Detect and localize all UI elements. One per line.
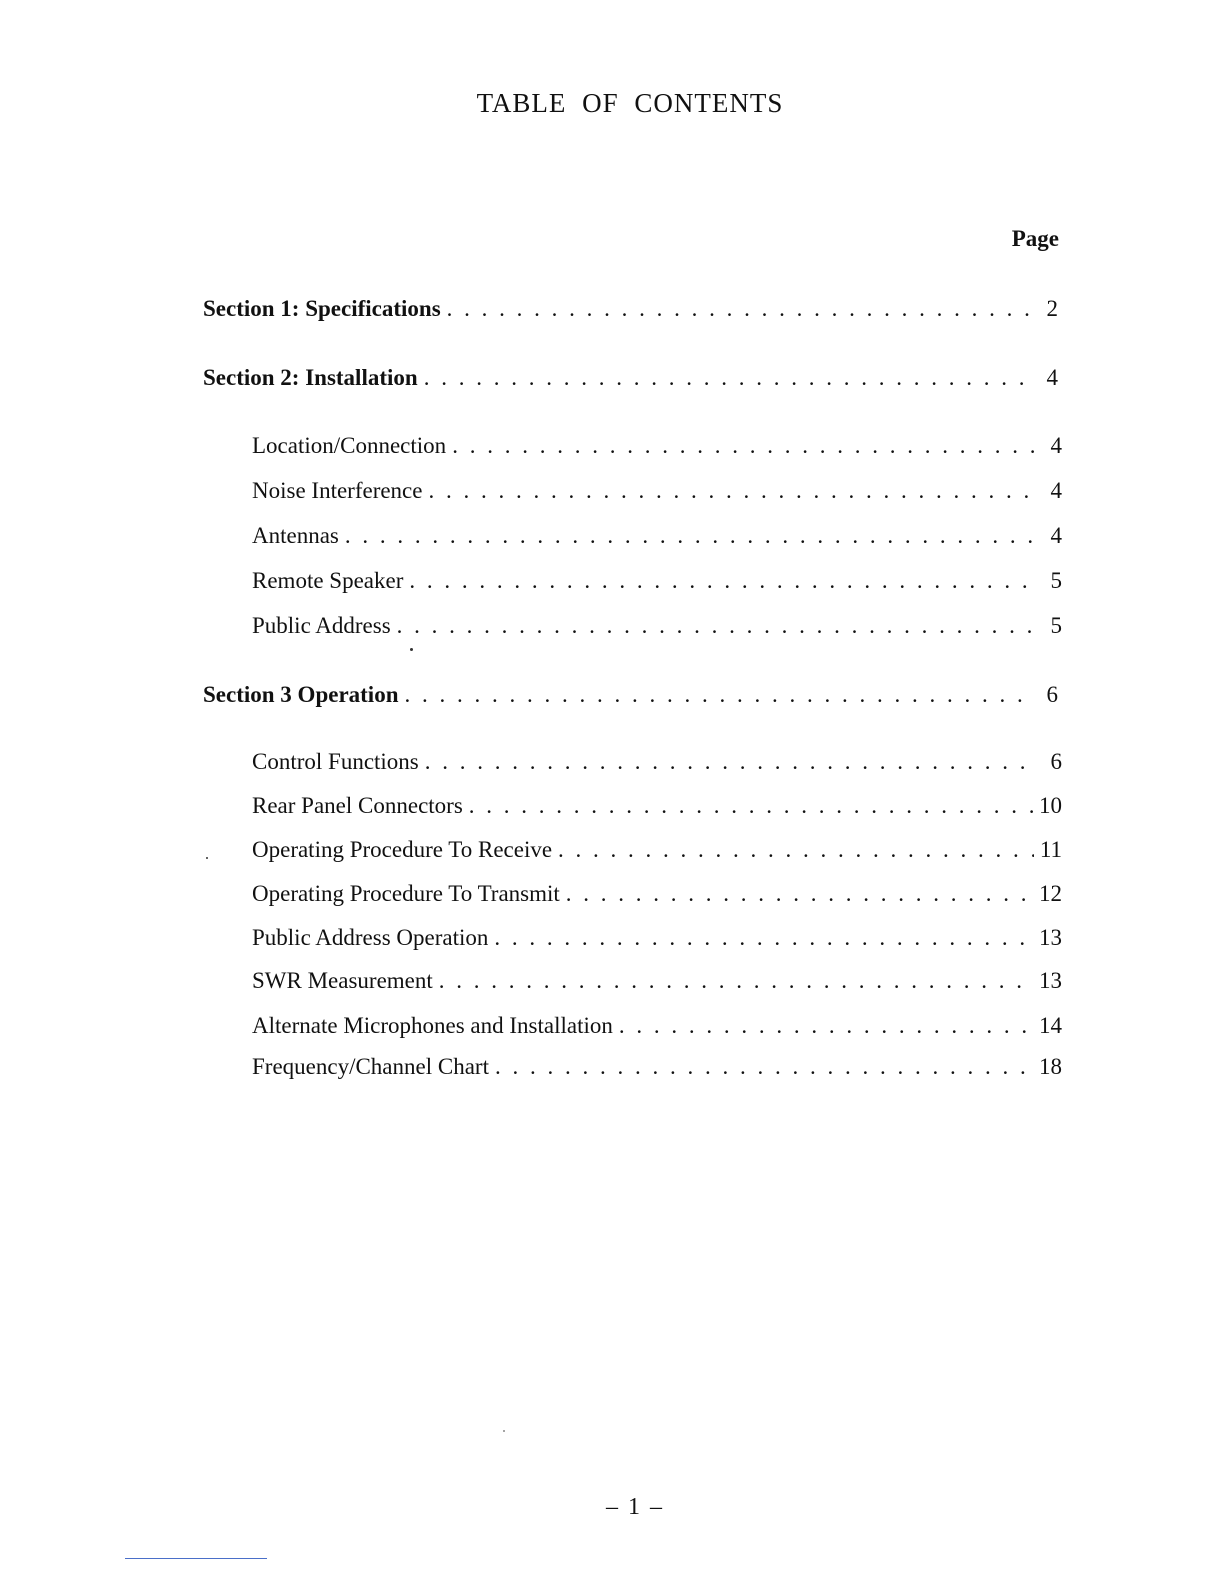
- toc-entry-label: Frequency/Channel Chart: [252, 1054, 489, 1079]
- toc-entry-page: 13: [1039, 925, 1062, 950]
- dot-leader: [345, 523, 1034, 549]
- page-title: TABLE OF CONTENTS: [476, 88, 784, 118]
- toc-entry-section-2: [203, 365, 1058, 391]
- page-column-header: Page: [1011, 226, 1059, 251]
- toc-entry-antennas: [252, 523, 1062, 549]
- toc-entry-control-functions: [252, 749, 1062, 775]
- dot-leader: [494, 925, 1033, 951]
- scan-edge-line: [125, 1558, 267, 1559]
- page-number-footer: – 1 –: [606, 1494, 664, 1520]
- toc-entry-section-1: [203, 296, 1058, 322]
- toc-entry-page: 5: [1050, 568, 1062, 593]
- toc-entry-page: 4: [1050, 523, 1062, 548]
- toc-entry-page: 5: [1050, 613, 1062, 638]
- toc-entry-label: Operating Procedure To Transmit: [252, 881, 560, 906]
- toc-entry-label: Section 3 Operation: [203, 682, 399, 707]
- toc-entry-procedure-transmit: [252, 881, 1062, 907]
- toc-entry-label: Section 2: Installation: [203, 365, 418, 390]
- toc-entry-page: 2: [1046, 296, 1058, 321]
- toc-entry-page: 10: [1039, 793, 1062, 818]
- toc-entry-label: Public Address: [252, 613, 391, 638]
- dot-leader: [428, 478, 1034, 504]
- toc-entry-noise-interference: [252, 478, 1062, 504]
- toc-entry-label: Alternate Microphones and Installation: [252, 1013, 613, 1038]
- dot-leader: [619, 1013, 1033, 1039]
- toc-entry-section-3: [203, 682, 1058, 708]
- toc-entry-label: Section 1: Specifications: [203, 296, 441, 321]
- dot-leader: [397, 613, 1034, 639]
- scan-speck: [206, 857, 208, 859]
- toc-entry-label: Rear Panel Connectors: [252, 793, 463, 818]
- toc-entry-label: Location/Connection: [252, 433, 447, 458]
- toc-entry-page: 4: [1050, 433, 1062, 458]
- toc-entry-page: 14: [1039, 1013, 1062, 1038]
- dot-leader: [452, 433, 1034, 459]
- dot-leader: [425, 749, 1034, 775]
- dot-leader: [469, 793, 1033, 819]
- toc-entry-public-address: [252, 613, 1062, 639]
- dot-leader: [447, 296, 1030, 322]
- dot-leader: [566, 881, 1033, 907]
- toc-entry-procedure-receive: [252, 837, 1062, 863]
- toc-entry-label: Public Address Operation: [252, 925, 489, 950]
- toc-entry-remote-speaker: [252, 568, 1062, 594]
- dot-leader: [495, 1054, 1033, 1080]
- toc-entry-page: 6: [1046, 682, 1058, 707]
- toc-entry-page: 11: [1039, 837, 1062, 862]
- toc-entry-label: Control Functions: [252, 749, 419, 774]
- toc-entry-label: Noise Interference: [252, 478, 423, 503]
- toc-entry-swr-measurement: [252, 968, 1062, 994]
- toc-entry-page: 13: [1039, 968, 1062, 993]
- toc-entry-label: Antennas: [252, 523, 339, 548]
- dot-leader: [558, 837, 1034, 863]
- toc-entry-label: SWR Measurement: [252, 968, 433, 993]
- dot-leader: [409, 568, 1034, 594]
- toc-entry-public-address-operation: [252, 925, 1062, 951]
- toc-entry-label: Operating Procedure To Receive: [252, 837, 553, 862]
- scan-speck: [410, 648, 413, 651]
- toc-entry-location-connection: [252, 433, 1062, 459]
- dot-leader: [439, 968, 1033, 994]
- toc-entry-label: Remote Speaker: [252, 568, 404, 593]
- toc-entry-page: 6: [1050, 749, 1062, 774]
- toc-entry-page: 4: [1050, 478, 1062, 503]
- toc-entry-alternate-microphones: [252, 1013, 1062, 1039]
- dot-leader: [405, 682, 1031, 708]
- toc-entry-page: 4: [1046, 365, 1058, 390]
- toc-entry-page: 18: [1039, 1054, 1062, 1079]
- toc-entry-page: 12: [1039, 881, 1062, 906]
- toc-entry-rear-panel-connectors: [252, 793, 1062, 819]
- dot-leader: [424, 365, 1030, 391]
- scan-speck: [503, 1430, 505, 1432]
- toc-entry-frequency-channel-chart: [252, 1054, 1062, 1080]
